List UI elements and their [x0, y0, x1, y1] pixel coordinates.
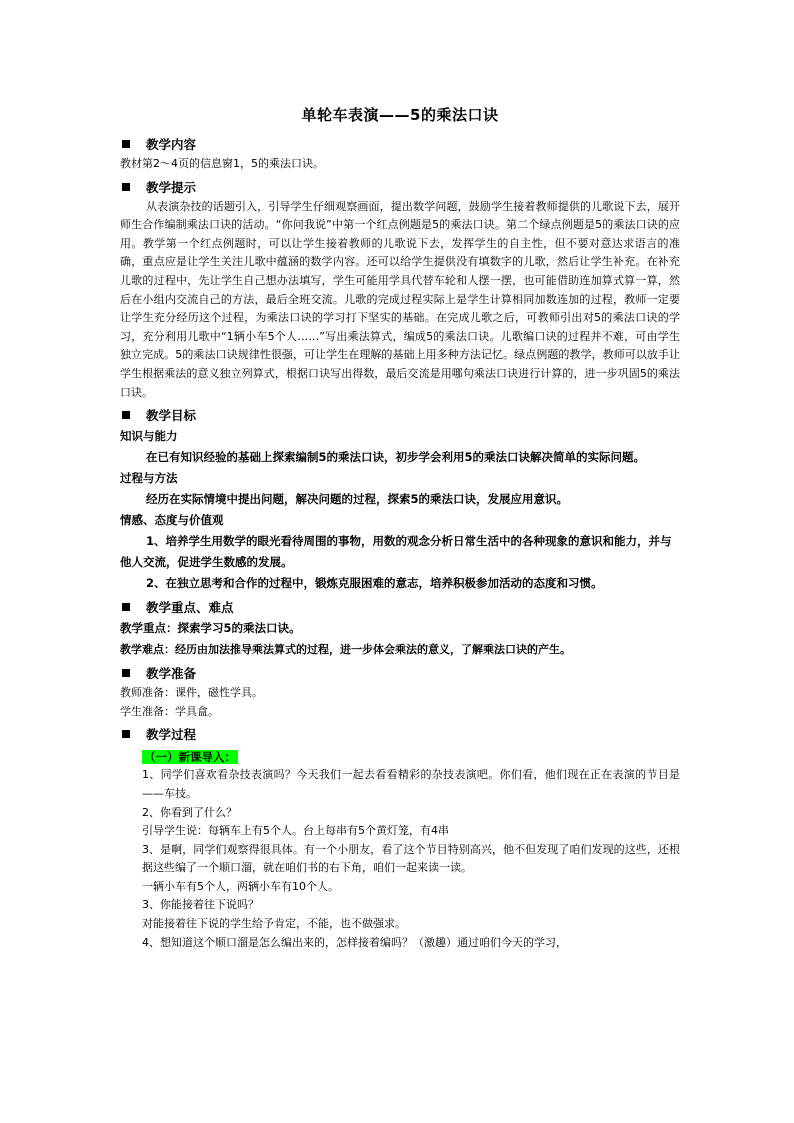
difficulty-text: 教学难点：经历由加法推导乘法算式的过程，进一步体会乘法的意义，了解乘法口诀的产生。	[120, 643, 571, 657]
bullet-square-icon	[122, 730, 130, 738]
process-lines	[120, 766, 680, 952]
subsection-intro	[142, 746, 680, 764]
prep-teacher-text: 教师准备：课件，磁性学具。	[120, 686, 263, 700]
section-heading-label: 教学准备	[146, 666, 197, 682]
section-heading-process	[120, 724, 680, 744]
goals-knowledge-text: 在已有知识经验的基础上探索编制5的乘法口诀，初步学会利用5的乘法口诀解决简单的实际问题。	[146, 450, 645, 465]
section-heading-key	[120, 597, 680, 617]
process-line: 4、想知道这个顺口溜是怎么编出来的，怎样接着编吗？（激趣）通过咱们今天的学习，	[142, 935, 567, 949]
goals-knowledge-label: 知识与能力	[120, 429, 178, 444]
process-line: 对能接着往下说的学生给予肯定，不能，也不做强求。	[142, 917, 406, 931]
process-line: 1、同学们喜欢看杂技表演吗？今天我们一起去看看精彩的杂技表演吧。你们看，他们现在正在表演的节目是——车技。	[142, 768, 680, 800]
bullet-square-icon	[122, 183, 130, 191]
bullet-square-icon	[122, 603, 130, 611]
process-line: 引导学生说：每辆车上有5个人。台上每串有5个黄灯笼，有4串	[142, 824, 449, 838]
goals-emotion-item-2: 2、在独立思考和合作的过程中，锻炼克服困难的意志，培养积极参加活动的态度和习惯。	[146, 576, 603, 591]
process-line: 3、你能接着往下说吗？	[142, 898, 259, 912]
section-heading-label: 教学重点、难点	[146, 600, 234, 616]
goals-emotion-item-1: 1、培养学生用数学的眼光看待周围的事物，用数的观念分析日常生活中的各种现象的意识和能力，并与他人交流，促进学生数感的发展。	[120, 534, 672, 570]
key-point-text: 教学重点：探索学习5的乘法口诀。	[120, 621, 301, 636]
subsection-intro-label: （一）新课导入：	[144, 750, 236, 765]
document-title: 单轮车表演——5的乘法口诀	[301, 106, 499, 124]
section-heading-label: 教学目标	[146, 408, 197, 424]
section-heading-label: 教学内容	[146, 137, 197, 152]
section-heading-label: 教学过程	[146, 727, 197, 743]
content-text: 教材第2～4页的信息窗1，5的乘法口诀。	[120, 157, 324, 170]
section-heading-goals	[120, 405, 680, 425]
process-line: 一辆小车有5个人，两辆小车有10个人。	[142, 879, 339, 893]
process-line: 3、是啊，同学们观察得很具体。有一个小朋友，看了这个节目特别高兴，他不但发现了咱们发现的这些，还根据这些编了一个顺口溜，就在咱们书的右下角，咱们一起来读一读。	[142, 842, 680, 875]
bullet-square-icon	[122, 669, 130, 677]
goals-process-text: 经历在实际情境中提出问题，解决问题的过程，探索5的乘法口诀，发展应用意识。	[146, 492, 568, 507]
section-heading-label: 教学提示	[146, 179, 197, 195]
goals-emotion-label: 情感、态度与价值观	[120, 513, 224, 528]
section-heading-prep	[120, 663, 680, 683]
hints-paragraph: 从表演杂技的话题引入，引导学生仔细观察画面，提出数学问题，鼓励学生接着教师提供的儿歌说下去，展开师生合作编制乘法口诀的活动。“你问我说”中第一个红点例题是5的乘法口诀。第二个绿点例题是5的乘法口诀的应用。教学第一个红点例题时，可以让学生接着教师的儿歌说下去，发挥学生的自主性，但不要对意达求语言的准确，重点应是让学生关注儿歌中蕴涵的数学内容。还可以给学生提供没有填数字的儿歌，然后让学生补充。在补充儿歌的过程中，先让学生自己想办法填写，学生可能用学具代替车轮和人摆一摆，也可能借助连加算式算一算，然后在小组内交流自己的方法，最后全班交流。儿歌的完成过程实际上是学生计算相同加数连加的过程，教师一定要让学生充分经历这个过程，为乘法口诀的学习打下坚实的基础。在完成儿歌之后，可教师引出对5的乘法口诀的学习，充分利用儿歌中“1辆小车5个人……”写出乘法算式，编成5的乘法口诀。儿歌编口诀的过程并不难，可由学生独立完成。5的乘法口诀规律性很强，可让学生在理解的基础上用多种方法记忆。绿点例题的教学，教师可以放手让学生根据乘法的意义独立列算式，根据口诀写出得数，最后交流是用哪句乘法口诀进行计算的，进一步巩固5的乘法口诀。	[120, 199, 680, 399]
bullet-square-icon	[122, 411, 130, 419]
process-line: 2、你看到了什么？	[142, 805, 237, 819]
document-page	[120, 104, 680, 952]
prep-student-text: 学生准备：学具盒。	[120, 704, 219, 718]
section-heading-hints	[120, 177, 680, 197]
section-heading-content	[120, 134, 680, 154]
goals-process-label: 过程与方法	[120, 471, 178, 486]
bullet-square-icon	[122, 140, 130, 148]
